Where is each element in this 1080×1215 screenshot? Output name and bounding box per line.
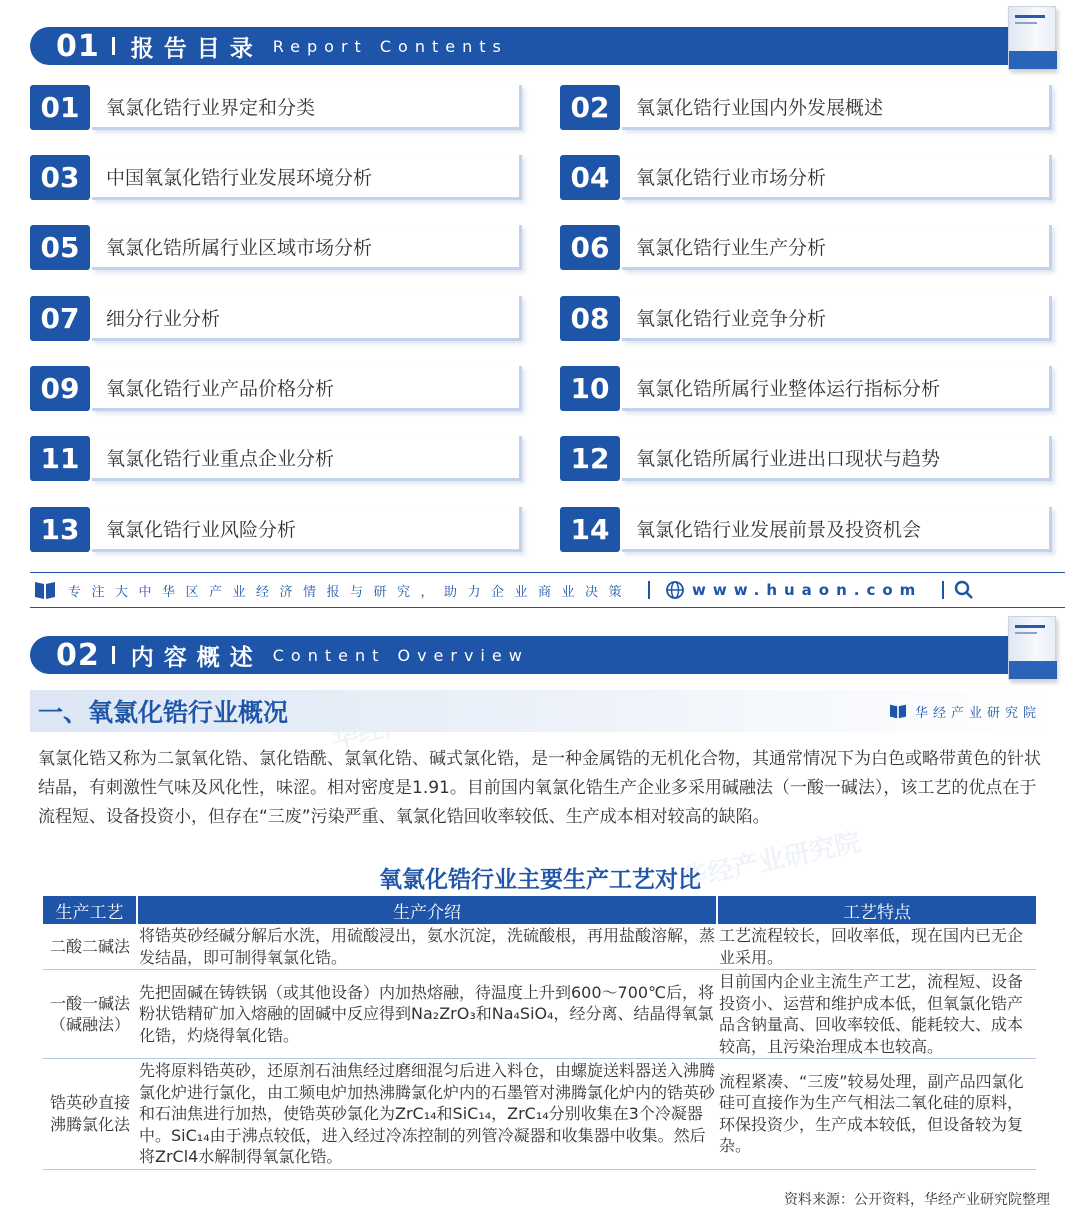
toc-label: 氧氯化锆行业生产分析 [622,225,1052,270]
toc-item[interactable] [30,366,522,411]
section-subtitle: Content Overview [272,645,529,665]
divider [112,646,115,664]
toc-number: 08 [560,296,620,341]
toc-label: 氧氯化锆所属行业区域市场分析 [92,225,522,270]
section-header-overview [30,636,1055,674]
column-header: 生产介绍 [137,896,717,924]
toc-item[interactable] [30,225,522,270]
toc-label: 氧氯化锆行业产品价格分析 [92,366,522,411]
brand-name: 华经产业研究院 [914,705,1041,721]
toc-item[interactable] [560,296,1052,341]
table-title: 氧氯化锆行业主要生产工艺对比 [379,867,701,893]
section-number: 01 [56,28,100,64]
overview-paragraph: 氧氯化锆又称为二氯氧化锆、氯化锆酰、氯氧化锆、碱式氯化锆，是一种金属锆的无机化合物，其通常情况下为白色或略带黄色的针状结晶，有刺激性气味及风化性，味涩。相对密度是1.91。目前国内氧氯化锆生产企业多采用碱融法（一酸一碱法），该工艺的优点在于流程短、设备投资小，但存在“三废”污染严重、氧氯化锆回收率较低、生产成本相对较高的缺陷。 [38,749,1041,827]
slogan-text: 专注大中华区产业经济情报与研究，助力企业商业决策 [68,584,633,600]
process-intro: 先把固碱在铸铁锅（或其他设备）内加热熔融，待温度上升到600～700℃后，将粉状锆精矿加入熔融的固碱中反应得到Na₂ZrO₃和Na₄SiO₄，经分离、结晶得氧氯化锆，灼烧得氧化锆。 [137,970,717,1059]
toc-label: 氧氯化锆行业市场分析 [622,155,1052,200]
process-intro: 先将原料锆英砂，还原剂石油焦经过磨细混匀后进入料仓，由螺旋送料器送入沸腾氯化炉进行氯化，由工频电炉加热沸腾氯化炉内的石墨管对沸腾氯化炉内的锆英砂和石油焦进行加热，使锆英砂氯化为ZrC₁₄和SiC₁₄，ZrC₁₄分别收集在3个冷凝器中。SiC₁₄由于沸点较低，进入经过冷冻控制的列管冷凝器和收集器中收集。然后将ZrCl4水解制得氧氯化锆。 [137,1059,717,1170]
section-number: 02 [56,637,100,673]
toc-item[interactable] [30,436,522,481]
overview-heading: 一、氧氯化锆行业概况 [38,698,289,727]
search-icon[interactable] [954,580,974,600]
toc-item[interactable] [560,85,1052,130]
toc-item[interactable] [560,507,1052,552]
section-title: 报告目录 [130,35,263,62]
process-name: 一酸一碱法（碱融法） [43,970,137,1059]
book-icon [889,703,907,719]
toc-number: 02 [560,85,620,130]
table-header-row [43,896,1036,924]
website-link[interactable]: www.huaon.com [692,581,923,599]
toc-label: 氧氯化锆行业重点企业分析 [92,436,522,481]
toc-number: 10 [560,366,620,411]
toc-number: 01 [30,85,90,130]
toc-item[interactable] [560,155,1052,200]
toc-item[interactable] [30,155,522,200]
process-feature: 目前国内企业主流生产工艺，流程短、设备投资小、运营和维护成本低，但氧氯化锆产品含钠量高、回收率较低、能耗较大、成本较高，且污染治理成本也较高。 [717,970,1036,1059]
toc-label: 中国氧氯化锆行业发展环境分析 [92,155,522,200]
data-source: 资料来源：公开资料，华经产业研究院整理 [784,1192,1050,1208]
toc-label: 氧氯化锆所属行业整体运行指标分析 [622,366,1052,411]
section-header-contents [30,27,1055,65]
toc-label: 细分行业分析 [92,296,522,341]
watermark: 华经产业研究院 [679,827,864,895]
toc-number: 07 [30,296,90,341]
toc-label: 氧氯化锆行业界定和分类 [92,85,522,130]
toc-number: 06 [560,225,620,270]
report-cover-icon [1008,616,1056,680]
toc-item[interactable] [560,366,1052,411]
section-title: 内容概述 [130,644,263,671]
column-header: 生产工艺 [43,896,137,924]
process-feature: 流程紧凑、“三废”较易处理，副产品四氯化硅可直接作为生产气相法二氧化硅的原料，环保投资少，生产成本较低，但设备较为复杂。 [717,1059,1036,1170]
toc-number: 11 [30,436,90,481]
toc-number: 12 [560,436,620,481]
slogan-bar [30,572,1065,608]
toc-number: 13 [30,507,90,552]
toc-item[interactable] [560,436,1052,481]
toc-label: 氧氯化锆所属行业进出口现状与趋势 [622,436,1052,481]
toc-item[interactable] [30,296,522,341]
toc-item[interactable] [30,85,522,130]
process-name: 锆英砂直接沸腾氯化法 [43,1059,137,1170]
toc-number: 09 [30,366,90,411]
process-feature: 工艺流程较长，回收率低，现在国内已无企业采用。 [717,924,1036,970]
toc-item[interactable] [30,507,522,552]
table-row [43,924,1036,970]
overview-heading-bar [30,690,1055,732]
divider [942,581,944,599]
divider [112,37,115,55]
process-comparison-table [43,896,1036,1170]
toc-number: 03 [30,155,90,200]
brand-mark [889,702,1041,721]
divider [648,581,650,599]
globe-icon [666,581,684,599]
toc-item[interactable] [560,225,1052,270]
toc-label: 氧氯化锆行业风险分析 [92,507,522,552]
report-cover-icon [1008,6,1056,70]
toc-label: 氧氯化锆行业竞争分析 [622,296,1052,341]
column-header: 工艺特点 [717,896,1036,924]
toc-number: 05 [30,225,90,270]
process-intro: 将锆英砂经碱分解后水洗，用硫酸浸出，氨水沉淀，洗硫酸根，再用盐酸溶解，蒸发结晶，即可制得氧氯化锆。 [137,924,717,970]
book-icon [34,580,56,600]
toc-label: 氧氯化锆行业发展前景及投资机会 [622,507,1052,552]
toc-label: 氧氯化锆行业国内外发展概述 [622,85,1052,130]
table-row [43,970,1036,1059]
toc-number: 14 [560,507,620,552]
section-subtitle: Report Contents [272,36,508,56]
toc-number: 04 [560,155,620,200]
process-name: 二酸二碱法 [43,924,137,970]
table-row [43,1059,1036,1170]
